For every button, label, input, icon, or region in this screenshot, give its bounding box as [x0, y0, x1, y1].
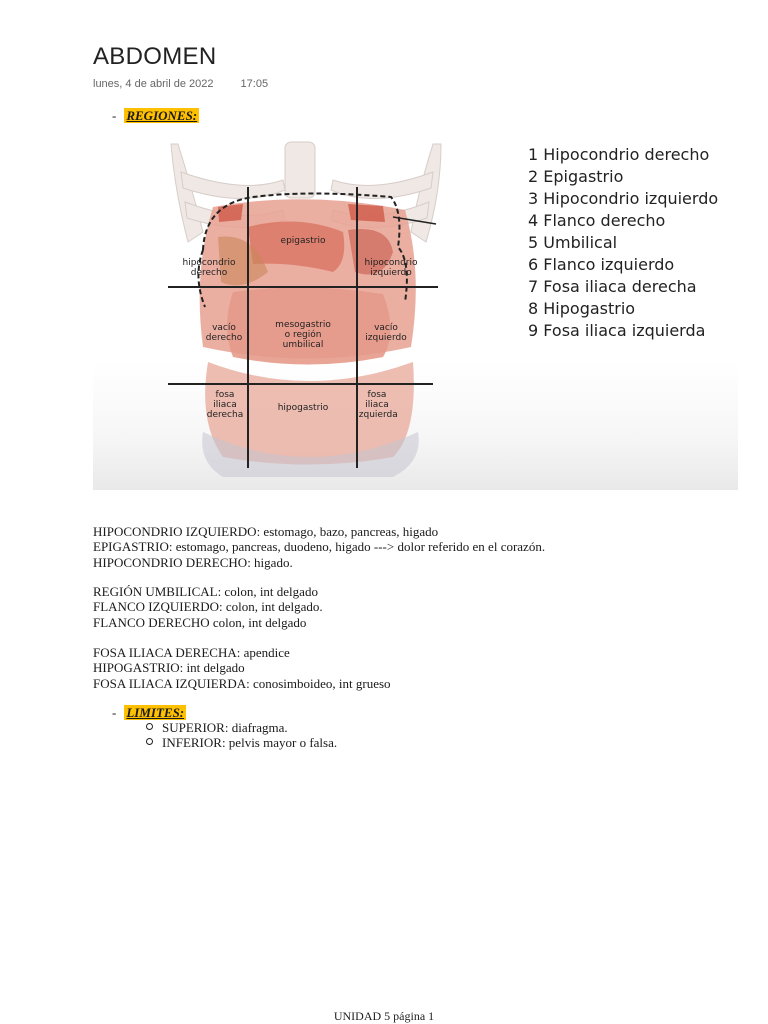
text-line: HIPOCONDRIO IZQUIERDO: estomago, bazo, pancreas, higado: [93, 524, 439, 539]
page-footer: UNIDAD 5 página 1: [333, 1009, 435, 1023]
regions-group-iliac: [93, 645, 391, 691]
limit-item: SUPERIOR: diafragma.: [146, 720, 337, 735]
limites-heading-label: LIMITES:: [126, 705, 185, 720]
text-line: HIPOCONDRIO DERECHO: higado.: [93, 554, 293, 570]
text-line: FLANCO IZQUIERDO: colon, int delgado.: [93, 599, 323, 615]
regions-group-flanks: [93, 584, 323, 630]
label-epigastrio: epigastrio: [280, 236, 326, 246]
text-line: REGIÓN UMBILICAL: colon, int delgado: [93, 584, 318, 599]
note-timestamp: [93, 78, 268, 90]
legend-item: 7 Fosa iliaca derecha: [528, 277, 697, 296]
label-fosa-iliaca-izquierda: fosa iliaca izquierda: [356, 390, 398, 420]
legend-item: 3 Hipocondrio izquierdo: [528, 189, 719, 208]
limites-heading: - LIMITES:: [112, 705, 185, 720]
text-line: FLANCO DERECHO colon, int delgado: [93, 614, 307, 630]
text-line: HIPOGASTRIO: int delgado: [93, 660, 245, 676]
label-vacio-derecho: vacío derecho: [205, 323, 243, 343]
note-date: lunes, 4 de abril de 2022: [93, 78, 214, 90]
legend-item: 5 Umbilical: [528, 233, 618, 252]
limit-item: INFERIOR: pelvis mayor o falsa.: [146, 735, 337, 750]
legend-item: 9 Fosa iliaca izquierda: [528, 321, 706, 340]
legend-item: 4 Flanco derecho: [528, 211, 666, 230]
label-fosa-iliaca-derecha: fosa iliaca derecha: [206, 390, 244, 420]
label-hipogastrio: hipogastrio: [277, 403, 329, 413]
label-vacio-izquierdo: vacío izquierdo: [365, 323, 407, 343]
legend-item: 8 Hipogastrio: [528, 299, 636, 318]
abdomen-regions-figure: [93, 132, 738, 490]
legend-item: 2 Epigastrio: [528, 167, 624, 186]
label-mesogastrio: mesogastrio o región umbilical: [275, 320, 331, 350]
label-hipocondrio-derecho: hipocondrio derecho: [182, 258, 236, 278]
legend-item: 6 Flanco izquierdo: [528, 255, 675, 274]
text-line: FOSA ILIACA IZQUIERDA: conosimboideo, int grueso: [93, 675, 391, 691]
regions-group-hypochondria: [93, 524, 545, 570]
legend-item: 1 Hipocondrio derecho: [528, 145, 710, 164]
label-hipocondrio-izquierdo: hipocondrio izquierdo: [364, 258, 418, 278]
text-line: EPIGASTRIO: estomago, pancreas, duodeno, higado ---> dolor referido en el corazón.: [93, 539, 546, 555]
note-title: ABDOMEN: [93, 43, 217, 70]
note-time: 17:05: [240, 78, 269, 90]
region-legend: [528, 144, 718, 342]
text-line: FOSA ILIACA DERECHA: apendice: [93, 645, 290, 660]
regiones-heading: - REGIONES:: [112, 108, 198, 123]
limits-list: [146, 720, 337, 751]
figure-background-fade: [93, 362, 738, 490]
regiones-heading-label: REGIONES:: [126, 108, 198, 123]
